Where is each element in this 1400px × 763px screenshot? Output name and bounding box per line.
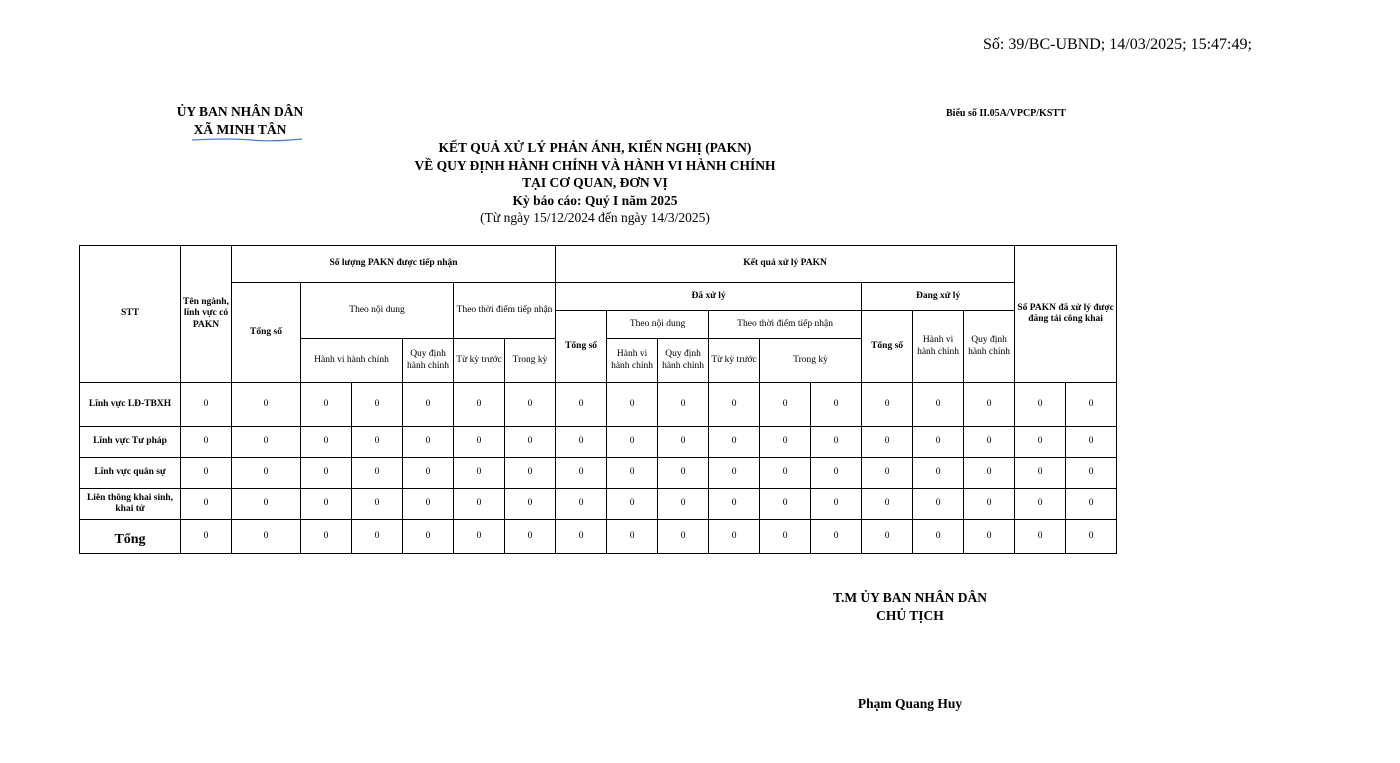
table-cell: 0	[862, 383, 913, 427]
header-published: Số PAKN đã xử lý được đăng tải công khai	[1015, 246, 1117, 383]
table-cell: 0	[232, 427, 301, 458]
table-cell: 0	[301, 383, 352, 427]
table-cell: 0	[913, 489, 964, 520]
signer-name: Phạm Quang Huy	[857, 696, 963, 711]
table-cell: 0	[658, 383, 709, 427]
table-cell: 0	[607, 383, 658, 427]
table-cell: 0	[301, 489, 352, 520]
table-cell: 0	[352, 458, 403, 489]
agency-line-1: ỦY BAN NHÂN DÂN	[176, 104, 304, 119]
table-cell: 0	[556, 383, 607, 427]
table-cell: 0	[1015, 520, 1066, 554]
table-cell: 0	[760, 383, 811, 427]
table-cell: 0	[811, 489, 862, 520]
header-processed: Đã xử lý	[556, 283, 862, 311]
table-cell: 0	[181, 458, 232, 489]
table-cell: 0	[913, 383, 964, 427]
header-processed-by-content: Theo nội dung	[607, 311, 709, 339]
table-body	[80, 383, 1117, 554]
table-cell: 0	[607, 458, 658, 489]
table-cell: 0	[505, 458, 556, 489]
table-cell: 0	[352, 383, 403, 427]
table-cell: 0	[658, 458, 709, 489]
table-cell: 0	[709, 520, 760, 554]
header-received-prev-period: Từ kỳ trước	[454, 339, 505, 383]
header-received-by-time: Theo thời điểm tiếp nhận	[454, 283, 556, 339]
table-cell: 0	[811, 427, 862, 458]
table-cell: 0	[352, 427, 403, 458]
header-received-in-period: Trong kỳ	[505, 339, 556, 383]
header-processed-in-period: Trong kỳ	[760, 339, 862, 383]
header-received: Số lượng PAKN được tiếp nhận	[232, 246, 556, 283]
table-cell: 0	[1066, 427, 1117, 458]
table-cell: 0	[862, 520, 913, 554]
table-cell: 0	[760, 520, 811, 554]
table-cell: 0	[505, 383, 556, 427]
table-cell: 0	[403, 520, 454, 554]
issuing-agency	[150, 103, 330, 139]
table-cell: 0	[964, 383, 1015, 427]
table-cell: 0	[1066, 458, 1117, 489]
title-line-2: VỀ QUY ĐỊNH HÀNH CHÍNH VÀ HÀNH VI HÀNH CHÍNH	[414, 157, 776, 173]
table-cell: 0	[181, 427, 232, 458]
signer-title-line-1: T.M ỦY BAN NHÂN DÂN	[832, 590, 988, 605]
total-row	[80, 520, 1117, 554]
table-cell: 0	[403, 427, 454, 458]
table-cell: 0	[454, 489, 505, 520]
table-cell: 0	[709, 489, 760, 520]
table-cell: 0	[403, 458, 454, 489]
header-result: Kết quả xử lý PAKN	[556, 246, 1015, 283]
table-cell: 0	[556, 489, 607, 520]
header-processing-behavior: Hành vi hành chính	[913, 311, 964, 383]
table-cell: 0	[505, 520, 556, 554]
header-received-regulation: Quy định hành chính	[403, 339, 454, 383]
table-cell: 0	[964, 458, 1015, 489]
table-cell: 0	[811, 458, 862, 489]
table-cell: 0	[232, 520, 301, 554]
table-cell: 0	[1015, 383, 1066, 427]
table-cell: 0	[403, 489, 454, 520]
form-code: Biểu số II.05A/VPCP/KSTT	[946, 108, 1066, 119]
table-row	[80, 383, 1117, 427]
table-cell: 0	[709, 383, 760, 427]
header-processed-by-time: Theo thời điểm tiếp nhận	[709, 311, 862, 339]
table-cell: 0	[1066, 383, 1117, 427]
table-cell: 0	[352, 520, 403, 554]
header-processing-regulation: Quy định hành chính	[964, 311, 1015, 383]
row-label: Liên thông khai sinh, khai tử	[80, 489, 181, 520]
document-number: Số: 39/BC-UBND; 14/03/2025; 15:47:49;	[983, 36, 1252, 53]
header-received-behavior: Hành vi hành chính	[301, 339, 403, 383]
table-cell: 0	[862, 427, 913, 458]
table-cell: 0	[301, 520, 352, 554]
table-cell: 0	[505, 427, 556, 458]
report-date-range: (Từ ngày 15/12/2024 đến ngày 14/3/2025)	[480, 210, 710, 225]
table-cell: 0	[1015, 458, 1066, 489]
title-line-3: TẠI CƠ QUAN, ĐƠN VỊ	[522, 175, 668, 190]
header-processed-regulation: Quy định hành chính	[658, 339, 709, 383]
report-title	[380, 139, 810, 227]
table-cell: 0	[607, 520, 658, 554]
table-cell: 0	[1015, 489, 1066, 520]
table-cell: 0	[454, 383, 505, 427]
row-label: Lĩnh vực Tư pháp	[80, 427, 181, 458]
table-cell: 0	[181, 520, 232, 554]
table-cell: 0	[454, 520, 505, 554]
table-cell: 0	[232, 458, 301, 489]
table-cell: 0	[862, 489, 913, 520]
row-label: Lĩnh vực LĐ-TBXH	[80, 383, 181, 427]
table-cell: 0	[1066, 489, 1117, 520]
table-cell: 0	[658, 427, 709, 458]
table-cell: 0	[811, 520, 862, 554]
header-received-total: Tổng số	[232, 283, 301, 383]
table-cell: 0	[709, 427, 760, 458]
table-cell: 0	[352, 489, 403, 520]
table-cell: 0	[505, 489, 556, 520]
signer-title	[800, 589, 1020, 625]
table-cell: 0	[301, 458, 352, 489]
table-cell: 0	[181, 383, 232, 427]
report-period: Kỳ báo cáo: Quý I năm 2025	[512, 192, 678, 208]
header-processing: Đang xử lý	[862, 283, 1015, 311]
row-label: Lĩnh vực quân sự	[80, 458, 181, 489]
table-cell: 0	[454, 458, 505, 489]
table-cell: 0	[556, 520, 607, 554]
table-row	[80, 458, 1117, 489]
table-cell: 0	[232, 489, 301, 520]
table-cell: 0	[862, 458, 913, 489]
table-cell: 0	[607, 489, 658, 520]
table-cell: 0	[301, 427, 352, 458]
header-processed-total: Tổng số	[556, 311, 607, 383]
report-table	[79, 245, 1117, 554]
header-processing-total: Tổng số	[862, 311, 913, 383]
row-label: Tổng	[80, 520, 181, 554]
table-cell: 0	[454, 427, 505, 458]
header-stt: STT	[80, 246, 181, 383]
table-cell: 0	[1015, 427, 1066, 458]
table-row	[80, 427, 1117, 458]
table-cell: 0	[1066, 520, 1117, 554]
table-cell: 0	[232, 383, 301, 427]
table-cell: 0	[964, 520, 1015, 554]
table-cell: 0	[556, 427, 607, 458]
table-cell: 0	[964, 489, 1015, 520]
table-cell: 0	[709, 458, 760, 489]
table-cell: 0	[658, 520, 709, 554]
agency-underline	[191, 137, 303, 143]
table-row	[80, 489, 1117, 520]
table-cell: 0	[181, 489, 232, 520]
title-line-1: KẾT QUẢ XỬ LÝ PHẢN ÁNH, KIẾN NGHỊ (PAKN)	[438, 140, 752, 155]
table-cell: 0	[607, 427, 658, 458]
header-processed-behavior: Hành vi hành chính	[607, 339, 658, 383]
header-field-name: Tên ngành, lĩnh vực có PAKN	[181, 246, 232, 383]
header-received-by-content: Theo nội dung	[301, 283, 454, 339]
table-cell: 0	[760, 489, 811, 520]
table-cell: 0	[403, 383, 454, 427]
agency-line-2: XÃ MINH TÂN	[193, 122, 287, 137]
signer-title-line-2: CHỦ TỊCH	[876, 608, 944, 623]
table-cell: 0	[760, 458, 811, 489]
table-cell: 0	[913, 427, 964, 458]
table-cell: 0	[760, 427, 811, 458]
table-cell: 0	[556, 458, 607, 489]
header-processed-prev-period: Từ kỳ trước	[709, 339, 760, 383]
table-cell: 0	[811, 383, 862, 427]
table-cell: 0	[658, 489, 709, 520]
table-cell: 0	[913, 458, 964, 489]
table-cell: 0	[964, 427, 1015, 458]
table-cell: 0	[913, 520, 964, 554]
